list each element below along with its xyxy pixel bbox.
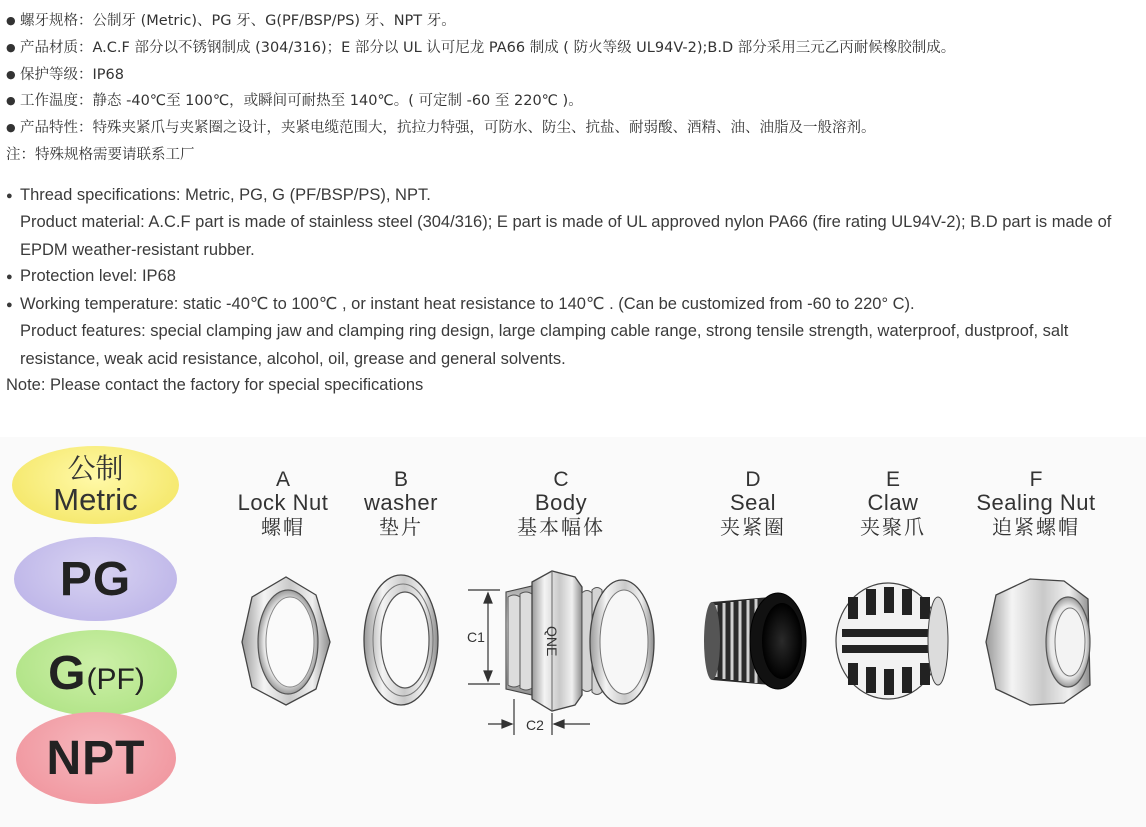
note-en: Note: Please contact the factory for special specifications <box>6 376 424 395</box>
bullet-icon: ● <box>6 94 16 108</box>
bullet-icon: ● <box>6 40 16 54</box>
part-a-label: A Lock Nut 螺帽 <box>237 468 329 539</box>
spec-en-features: Product features: special clamping jaw and clamping ring design, large clamping cable range, strong tensile strength, waterproof, dustproof, salt resistance, weak acid resistance, alcohol, oil, grease and general solvents. <box>6 318 1142 372</box>
pg-badge-label: PG <box>59 552 132 606</box>
sealing-nut-illustration <box>986 579 1090 705</box>
spec-cn-material: ● 产品材质：A.C.F 部分以不锈钢制成 (304/316)；E 部分以 UL 认可尼龙 PA66 制成 ( 防火等级 UL94V-2);B.D 部分采用三元乙丙耐候橡胶制成。 <box>6 35 1142 62</box>
lock-nut-illustration <box>242 577 330 705</box>
bullet-icon <box>6 210 20 237</box>
bullet-icon: ● <box>6 189 13 202</box>
spec-cn-features: ● 产品特性：特殊夹紧爪与夹紧圈之设计，夹紧电缆范围大，抗拉力特强，可防水、防尘、抗盐、耐弱酸、酒精、油、油脂及一般溶剂。 <box>6 115 1142 142</box>
c1-label: C1 <box>467 629 485 645</box>
bullet-icon: ● <box>6 14 16 27</box>
part-b-label: B washer 垫片 <box>364 468 438 539</box>
specification-text <box>6 8 1142 399</box>
g-badge-label: G <box>48 646 87 700</box>
metric-badge-en: Metric <box>53 482 138 517</box>
note-cn: 注：特殊规格需要请联系工厂 <box>6 146 195 163</box>
bullet-icon: ● <box>6 271 13 284</box>
metric-badge-cn: 公制 <box>67 452 124 485</box>
body-mark-text: QNE <box>544 626 560 657</box>
claw-illustration <box>836 583 948 699</box>
spec-cn-protection: ● 保护等级：IP68 <box>6 62 1142 89</box>
parts-illustration <box>0 437 1146 827</box>
spec-cn-thread: ● 螺牙规格：公制牙 (Metric)、PG 牙、G(PF/BSP/PS) 牙、NPT 牙。 <box>6 8 1142 35</box>
part-e-label: E Claw 夹聚爪 <box>860 468 926 539</box>
washer-illustration <box>364 575 438 705</box>
part-d-label: D Seal 夹紧圈 <box>720 468 786 539</box>
body-illustration <box>506 571 654 711</box>
spec-en-thread: ● Thread specifications: Metric, PG, G (PF/BSP/PS), NPT. <box>6 182 1142 210</box>
bullet-icon: ● <box>6 67 16 81</box>
spec-cn-temperature: ● 工作温度：静态 -40℃至 100℃，或瞬间可耐热至 140℃。( 可定制 -60 至 220℃ )。 <box>6 88 1142 115</box>
bullet-icon: ● <box>6 298 13 311</box>
npt-badge-label: NPT <box>46 731 146 785</box>
parts-diagram <box>0 437 1146 827</box>
c2-label: C2 <box>526 717 544 733</box>
part-c-label: C Body 基本幅体 <box>517 468 605 539</box>
seal-illustration <box>704 593 806 689</box>
spec-en-protection: ● Protection level: IP68 <box>6 263 1142 291</box>
pf-badge-label: (PF) <box>86 662 145 696</box>
bullet-icon: ● <box>6 121 16 135</box>
bullet-icon <box>6 319 20 346</box>
spec-en-temperature: ● Working temperature: static -40℃ to 100℃ , or instant heat resistance to 140℃ . (Can be customized from -60 to 220° C). <box>6 291 1142 319</box>
part-f-label: F Sealing Nut 迫紧螺帽 <box>976 468 1096 539</box>
spec-en-material: Product material: A.C.F part is made of stainless steel (304/316); E part is made of UL approved nylon PA66 (fire rating UL94V-2); B.D part is made of EPDM weather-resistant rubber. <box>6 209 1142 263</box>
